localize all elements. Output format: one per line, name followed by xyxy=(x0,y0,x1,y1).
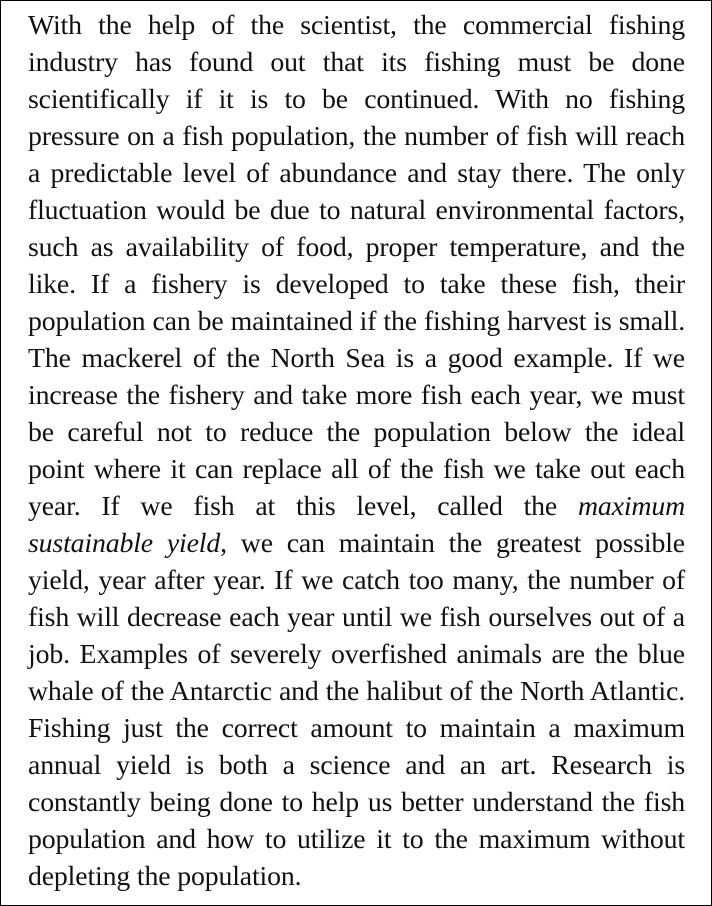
passage-text-after-term: , we can maintain the greatest possible yield, year after year. If we catch too many, the number of fish will decrease each year until we fish ourselves out of a job. Examples of severely overfished animals are the blue whale of the Antarctic and the halibut of the North Atlantic. Fishing just the correct amount to maintain a maximum annual yield is both a science and an art. Research is constantly being done to help us better understand the fish population and how to utilize it to the maximum without depleting the population. xyxy=(28,528,685,892)
passage-text xyxy=(28,7,685,895)
italic-term: maximum sustainable yield xyxy=(28,491,685,559)
passage-text-before-term: With the help of the scientist, the commercial fishing industry has found out that its fishing must be done scientifically if it is to be continued. With no fishing pressure on a fish population, the number of fish will reach a predictable level of abundance and stay there. The only fluctuation would be due to natural environmental factors, such as availability of food, proper temperature, and the like. If a fishery is developed to take these fish, their population can be maintained if the fishing harvest is small. The mackerel of the North Sea is a good example. If we increase the fishery and take more fish each year, we must be careful not to reduce the population below the ideal point where it can replace all of the fish we take out each year. If we fish at this level, called the xyxy=(28,10,685,522)
